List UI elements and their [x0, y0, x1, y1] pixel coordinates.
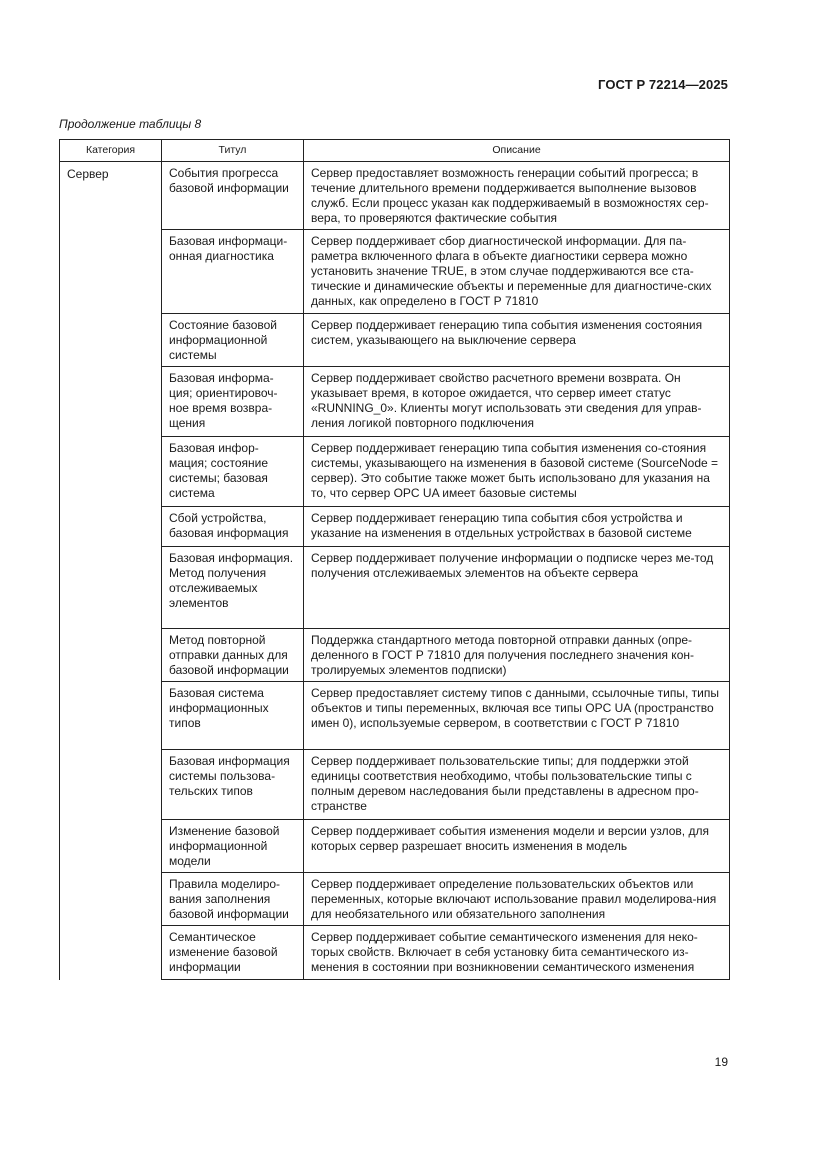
title-cell: События прогресса базовой информации: [162, 162, 304, 230]
title-cell: Базовая информа-ция; ориентировоч-ное время возвра-щения: [162, 367, 304, 437]
title-cell: Базовая информация. Метод получения отслеживаемых элементов: [162, 547, 304, 629]
description-cell: Сервер поддерживает свойство расчетного времени возврата. Он указывает время, в которое ожидается, что сервер имеет статус «RUNNING_0». Клиенты могут использовать эти сведения для управ-ления логикой повторного подключения: [304, 367, 730, 437]
title-cell: Состояние базовой информационной системы: [162, 314, 304, 367]
title-cell: Базовая система информационных типов: [162, 682, 304, 750]
description-cell: Сервер поддерживает генерацию типа события изменения со-стояния системы, указывающего на изменения в базовой системе (SourceNode = сервер). Это событие также может быть использовано для указания на то, что сервер OPC UA имеет базовые системы: [304, 437, 730, 507]
table-header-row: [60, 140, 730, 162]
description-cell: Сервер предоставляет возможность генерации событий прогресса; в течение длительного времени поддерживается выполнение вызовов служб. Если процесс указан как поддерживаемый в возможностях сер-вера, то проверяются фактические события: [304, 162, 730, 230]
description-cell: Сервер предоставляет систему типов с данными, ссылочные типы, типы объектов и типы переменных, включая все типы OPC UA (пространство имен 0), используемые сервером, в соответствии с ГОСТ Р 71810: [304, 682, 730, 750]
description-cell: Сервер поддерживает генерацию типа события изменения состояния систем, указывающего на выключение сервера: [304, 314, 730, 367]
category-cell: Сервер: [60, 162, 162, 980]
column-header-category: Категория: [60, 140, 162, 162]
description-cell: Сервер поддерживает сбор диагностической информации. Для па-раметра включенного флага в объекте диагностики сервера можно установить значение TRUE, в этом случае поддерживаются все ста-тические и динамические объекты и переменные для диагностиче-ских данных, как определено в ГОСТ Р 71810: [304, 230, 730, 314]
column-header-title: Титул: [162, 140, 304, 162]
column-header-description: Описание: [304, 140, 730, 162]
page-number: 19: [714, 1055, 728, 1069]
document-code: ГОСТ Р 72214—2025: [598, 77, 728, 92]
description-cell: Сервер поддерживает получение информации о подписке через ме-тод получения отслеживаемых элементов на объекте сервера: [304, 547, 730, 629]
description-cell: Сервер поддерживает событие семантического изменения для неко-торых свойств. Включает в себя установку бита семантического из-менения в состоянии при возникновении семантического изменения: [304, 926, 730, 980]
title-cell: Метод повторной отправки данных для базовой информации: [162, 629, 304, 682]
title-cell: Семантическое изменение базовой информации: [162, 926, 304, 980]
description-cell: Сервер поддерживает генерацию типа события сбоя устройства и указание на изменения в отдельных устройствах в базовой системе: [304, 507, 730, 547]
description-cell: Поддержка стандартного метода повторной отправки данных (опре-деленного в ГОСТ Р 71810 для получения последнего значения кон-тролируемых элементов подписки): [304, 629, 730, 682]
title-cell: Сбой устройства, базовая информация: [162, 507, 304, 547]
table-body: [60, 162, 730, 980]
conformance-table: [59, 139, 730, 980]
table-row: [60, 162, 730, 230]
title-cell: Базовая инфор-мация; состояние системы; базовая система: [162, 437, 304, 507]
title-cell: Правила моделиро-вания заполнения базовой информации: [162, 873, 304, 926]
title-cell: Базовая информаци-онная диагностика: [162, 230, 304, 314]
description-cell: Сервер поддерживает определение пользовательских объектов или переменных, которые включают использование правил моделирова-ния для необязательного или обязательного заполнения: [304, 873, 730, 926]
title-cell: Изменение базовой информационной модели: [162, 820, 304, 873]
title-cell: Базовая информация системы пользова-тельских типов: [162, 750, 304, 820]
description-cell: Сервер поддерживает пользовательские типы; для поддержки этой единицы соответствия необходимо, чтобы пользовательские типы с полным деревом наследования были представлены в адресном про-странстве: [304, 750, 730, 820]
table-continuation-label: Продолжение таблицы 8: [59, 117, 202, 131]
description-cell: Сервер поддерживает события изменения модели и версии узлов, для которых сервер разрешает вносить изменения в модель: [304, 820, 730, 873]
